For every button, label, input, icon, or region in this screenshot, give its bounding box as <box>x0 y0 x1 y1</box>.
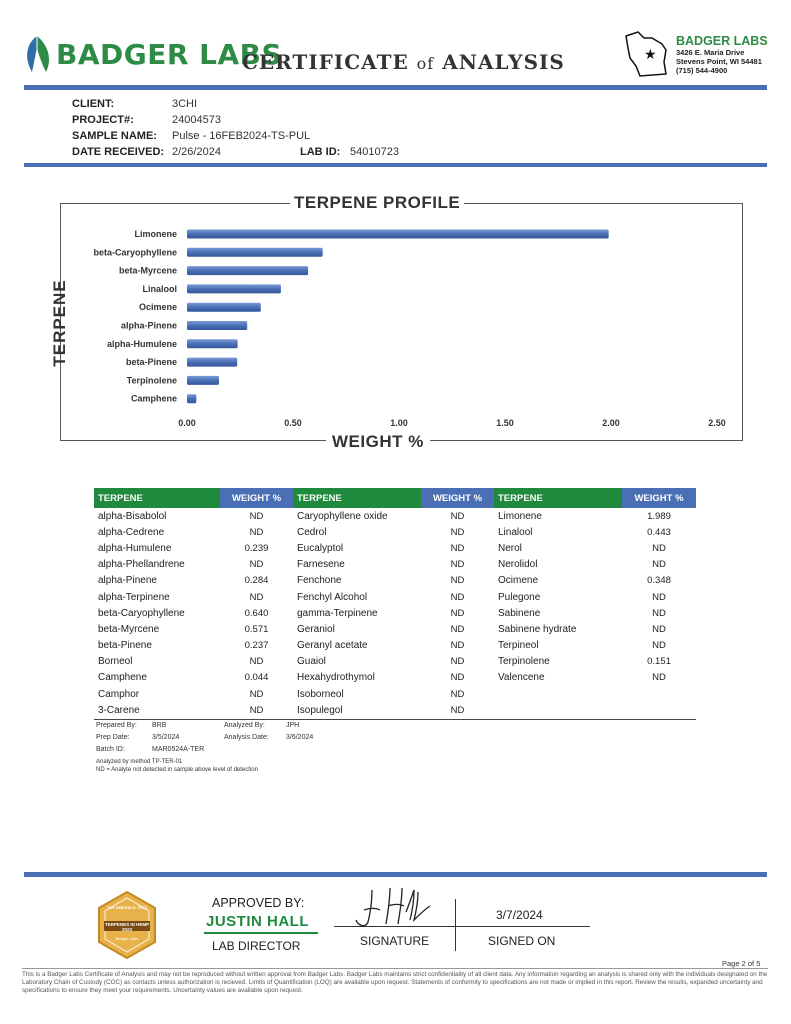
terpene-name-cell: Geranyl acetate <box>297 640 368 652</box>
table-row <box>94 670 696 686</box>
chart-category-label: Ocimene <box>138 302 177 313</box>
table-bottom-rule <box>94 719 696 720</box>
chart-category-label: Terpinolene <box>126 375 177 386</box>
chart-category-label: beta-Caryophyllene <box>93 247 177 258</box>
terpene-name-cell: Linalool <box>498 526 533 538</box>
terpene-profile-chart <box>60 203 743 441</box>
weight-value-cell: ND <box>652 672 666 684</box>
table-header-terpene-2: TERPENE <box>293 488 421 508</box>
weight-value-cell: ND <box>450 688 465 700</box>
table-header-weight-1: WEIGHT % <box>220 488 293 508</box>
weight-value-cell: ND <box>249 656 264 668</box>
footer-divider <box>24 872 767 877</box>
weight-value-cell: ND <box>652 640 666 652</box>
signature-separator <box>455 899 456 951</box>
chart-x-axis-label: WEIGHT % <box>326 432 430 452</box>
weight-value-cell: ND <box>450 640 465 652</box>
terpene-name-cell: Isoborneol <box>297 688 344 700</box>
terpene-name-cell: Limonene <box>498 510 542 522</box>
weight-value-cell: ND <box>652 607 666 619</box>
chart-bar <box>187 248 323 257</box>
chart-bar <box>187 394 196 403</box>
document-title <box>242 50 565 74</box>
terpene-name-cell: Nerol <box>498 542 522 554</box>
weight-value-cell: ND <box>249 559 264 571</box>
chart-category-label: Camphene <box>130 393 177 404</box>
batch-id-value: MAR0524A-TER <box>152 746 205 753</box>
terpene-name-cell: Cedrol <box>297 526 327 538</box>
nd-note: ND = Analyte not detected in sample above level of detection <box>96 767 258 773</box>
table-row <box>94 508 696 524</box>
weight-value-cell: ND <box>652 559 666 571</box>
prepared-by-label: Prepared By: <box>96 722 137 729</box>
table-body <box>94 508 696 718</box>
terpene-name-cell: Guaiol <box>297 656 326 668</box>
title-certificate: CERTIFICATE <box>242 50 409 74</box>
chart-y-axis-label: TERPENE <box>50 279 69 367</box>
analyzed-by-value: JPH <box>286 722 300 729</box>
weight-value-cell: ND <box>249 510 264 522</box>
chart-x-tick-label: 1.00 <box>390 418 408 428</box>
approver-name: JUSTIN HALL <box>206 913 309 930</box>
chart-x-tick-label: 2.50 <box>708 418 726 428</box>
table-header-terpene-1: TERPENE <box>94 488 220 508</box>
chart-x-tick-label: 2.00 <box>602 418 620 428</box>
badger-labs-leaf-logo-icon <box>22 34 52 74</box>
date-received-label: DATE RECEIVED: <box>72 146 165 158</box>
terpene-name-cell: alpha-Humulene <box>98 542 172 554</box>
approver-title: LAB DIRECTOR <box>212 939 301 953</box>
terpene-name-cell: Fenchyl Alcohol <box>297 591 368 603</box>
table-header-weight-2: WEIGHT % <box>421 488 494 508</box>
chart-bar <box>187 321 247 330</box>
terpene-name-cell: gamma-Terpinene <box>297 607 378 619</box>
weight-value-cell: 0.348 <box>647 575 671 587</box>
chart-bar <box>187 339 238 348</box>
chart-category-label: Linalool <box>142 283 177 294</box>
chart-category-label: alpha-Pinene <box>120 320 177 331</box>
weight-value-cell: ND <box>450 559 465 571</box>
terpene-name-cell: Isopulegol <box>297 704 343 716</box>
table-row <box>94 702 696 718</box>
chart-bar <box>187 230 609 239</box>
header-divider <box>24 85 767 90</box>
terpene-name-cell: Camphene <box>98 672 147 684</box>
terpene-name-cell: Borneol <box>98 656 133 668</box>
weight-value-cell: ND <box>450 623 465 635</box>
client-value: 3CHI <box>172 98 198 110</box>
weight-value-cell: ND <box>450 575 465 587</box>
table-row <box>94 524 696 540</box>
weight-value-cell: 0.237 <box>244 640 269 652</box>
batch-id-label: Batch ID: <box>96 746 125 753</box>
badge-line-2: TERPENES IN HEMP 2023 <box>104 922 150 932</box>
chart-bar <box>187 266 308 275</box>
terpene-name-cell: Sabinene <box>498 607 541 619</box>
terpene-results-table <box>94 488 696 718</box>
table-row <box>94 540 696 556</box>
terpene-name-cell: alpha-Terpinene <box>98 591 170 603</box>
weight-value-cell: ND <box>249 526 264 538</box>
chart-x-tick-label: 1.50 <box>496 418 514 428</box>
weight-value-cell: 1.989 <box>647 510 671 522</box>
signature-label: SIGNATURE <box>360 934 430 948</box>
chart-bar <box>187 358 237 367</box>
terpene-name-cell: Nerolidol <box>498 559 538 571</box>
chart-title: TERPENE PROFILE <box>290 193 464 213</box>
signature-rule <box>334 926 590 927</box>
chart-category-label: alpha-Humulene <box>106 338 177 349</box>
lab-id-value: 54010723 <box>350 146 399 158</box>
table-row <box>94 621 696 637</box>
terpene-name-cell: alpha-Pinene <box>98 575 157 587</box>
table-row <box>94 654 696 670</box>
weight-value-cell: ND <box>249 704 264 716</box>
signed-date: 3/7/2024 <box>496 908 543 922</box>
signed-on-label: SIGNED ON <box>488 934 556 948</box>
analysis-date-value: 3/6/2024 <box>286 734 314 741</box>
table-header-row <box>94 488 696 508</box>
lab-address-street: 3426 E. Maria Drive <box>676 48 745 57</box>
title-of: of <box>416 54 435 73</box>
badge-line-3: Badger Labs <box>115 936 139 941</box>
lab-name: BADGER LABS <box>676 34 768 48</box>
table-row <box>94 589 696 605</box>
terpene-name-cell: Terpineol <box>498 640 539 652</box>
weight-value-cell: ND <box>450 656 465 668</box>
table-row <box>94 686 696 702</box>
table-row <box>94 573 696 589</box>
weight-value-cell: 0.239 <box>244 542 269 554</box>
chart-bar <box>187 303 261 312</box>
terpene-name-cell: beta-Myrcene <box>98 623 160 635</box>
weight-value-cell: ND <box>249 591 264 603</box>
wisconsin-map-icon <box>622 28 674 80</box>
lab-id-label: LAB ID: <box>300 146 341 158</box>
table-row <box>94 605 696 621</box>
project-value: 24004573 <box>172 114 221 126</box>
page-number: Page 2 of 5 <box>722 959 761 968</box>
weight-value-cell: ND <box>249 688 264 700</box>
chart-bar <box>187 376 219 385</box>
date-received-value: 2/26/2024 <box>172 146 221 158</box>
terpene-name-cell: alpha-Bisabolol <box>98 510 167 522</box>
terpene-name-cell: beta-Pinene <box>98 640 152 652</box>
terpene-name-cell <box>494 686 622 702</box>
terpene-name-cell: alpha-Phellandrene <box>98 559 185 571</box>
chart-category-label: beta-Myrcene <box>118 265 177 276</box>
svg-text:★: ★ <box>644 47 657 63</box>
weight-value-cell: ND <box>652 591 666 603</box>
table-row <box>94 557 696 573</box>
weight-value-cell: ND <box>450 672 465 684</box>
table-header-terpene-3: TERPENE <box>494 488 622 508</box>
chart-category-label: beta-Pinene <box>125 357 177 368</box>
terpene-name-cell: Sabinene hydrate <box>498 623 577 635</box>
client-label: CLIENT: <box>72 98 115 110</box>
weight-value-cell: ND <box>652 623 666 635</box>
chart-x-tick-label: 0.50 <box>284 418 302 428</box>
terpene-name-cell: Geraniol <box>297 623 335 635</box>
analysis-date-label: Analysis Date: <box>224 734 269 741</box>
client-divider <box>24 163 767 167</box>
weight-value-cell: ND <box>450 542 465 554</box>
disclaimer-text: This is a Badger Labs Certificate of Analysis and may not be reproduced without written approval from Badger Labs. Badger Labs maintains strict confidentiality of all client data. Any information regarding an analysis is shared only with the individuals designated on the Laboratory Chain of Custody (COC) as contacts unless authorization is recieved. Limits of Quantification (LOQ) are available upon request. Statements of conformity to specifications are not made or implied in this report. Review the results, expanded uncertainty and specifications to ensure they meet your requirements. Uncertainty values are available upon request. <box>22 971 768 994</box>
terpene-name-cell: Valencene <box>498 672 545 684</box>
terpene-name-cell: alpha-Cedrene <box>98 526 165 538</box>
weight-value-cell: ND <box>652 542 666 554</box>
terpene-name-cell: Farnesene <box>297 559 345 571</box>
weight-value-cell: 0.571 <box>244 623 269 635</box>
title-analysis: ANALYSIS <box>442 50 565 74</box>
prep-date-value: 3/5/2024 <box>152 734 180 741</box>
weight-value-cell: 0.044 <box>244 672 269 684</box>
weight-value-cell: 0.443 <box>647 526 671 538</box>
badge-line-1: THE EMERALD TEST <box>106 905 148 910</box>
prep-date-label: Prep Date: <box>96 734 130 741</box>
weight-value-cell: 0.284 <box>244 575 269 587</box>
chart-category-label: Limonene <box>134 229 177 239</box>
chart-x-tick-label: 0.00 <box>178 418 196 428</box>
logo-text: BADGER LABS <box>56 38 283 71</box>
disclaimer-rule <box>22 968 768 969</box>
weight-value-cell: 0.640 <box>244 607 269 619</box>
approved-by-label: APPROVED BY: <box>212 896 305 910</box>
terpene-name-cell: Hexahydrothymol <box>297 672 375 684</box>
weight-value-cell: ND <box>450 591 465 603</box>
terpene-name-cell: Fenchone <box>297 575 342 587</box>
terpene-name-cell: Camphor <box>98 688 140 700</box>
project-label: PROJECT#: <box>72 114 134 126</box>
terpene-name-cell: Terpinolene <box>498 656 550 668</box>
weight-value-cell <box>622 702 696 718</box>
chart-bar <box>187 284 281 293</box>
terpene-name-cell <box>494 702 622 718</box>
terpene-name-cell: Eucalyptol <box>297 542 344 554</box>
weight-value-cell: ND <box>450 510 465 522</box>
prepared-by-value: BRB <box>152 722 167 729</box>
sample-name-value: Pulse - 16FEB2024-TS-PUL <box>172 130 311 142</box>
weight-value-cell: 0.151 <box>647 656 671 668</box>
terpene-name-cell: Ocimene <box>498 575 539 587</box>
handwritten-signature <box>350 884 450 930</box>
table-header-weight-3: WEIGHT % <box>622 488 696 508</box>
weight-value-cell: ND <box>450 526 465 538</box>
approver-underline <box>204 932 318 934</box>
terpene-name-cell: Caryophyllene oxide <box>297 510 388 522</box>
weight-value-cell: ND <box>450 704 465 716</box>
method-note: Analyzed by method TP-TER-01 <box>96 759 183 765</box>
terpene-name-cell: beta-Caryophyllene <box>98 607 185 619</box>
sample-name-label: SAMPLE NAME: <box>72 130 157 142</box>
weight-value-cell <box>622 686 696 702</box>
weight-value-cell: ND <box>450 607 465 619</box>
table-row <box>94 638 696 654</box>
lab-address-city: Stevens Point, WI 54481 <box>676 57 762 66</box>
lab-phone: (715) 544-4900 <box>676 66 728 75</box>
terpene-name-cell: 3-Carene <box>98 704 140 716</box>
terpene-name-cell: Pulegone <box>498 591 541 603</box>
analyzed-by-label: Analyzed By: <box>224 722 265 729</box>
